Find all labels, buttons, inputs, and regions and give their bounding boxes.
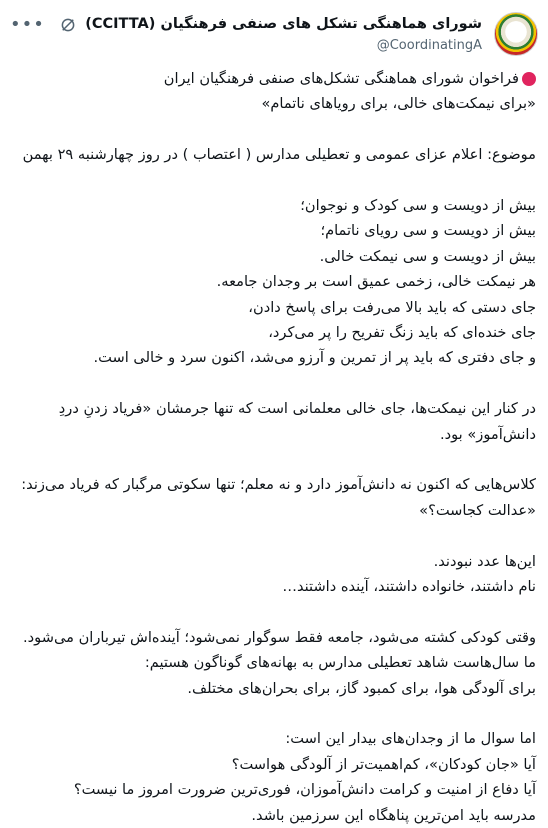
user-handle[interactable]: @CoordinatingA	[376, 38, 482, 53]
tweet-line: آیا دفاع از امنیت و کرامت دانش‌آموزان، فوری‌ترین ضرورت امروز ما نیست؟	[73, 781, 536, 799]
tweet-line: در کنار این نیمکت‌ها، جای خالی معلمانی است که تنها جرمشان «فریاد زدنِ دردِ	[58, 400, 536, 418]
tweet-line: نام داشتند، خانواده داشتند، آینده داشتند…	[282, 578, 536, 596]
tweet-line: هر نیمکت خالی، زخمی عمیق است بر وجدان جامعه.	[216, 273, 536, 291]
tweet-line: جای خنده‌ای که باید زنگ تفریح را پر می‌کرد،	[268, 324, 536, 342]
author-names	[85, 14, 482, 56]
tweet-line: «عدالت کجاست؟»	[419, 501, 536, 519]
tweet-line: اما سوال ما از وجدان‌های بیدار این است:	[285, 730, 536, 748]
avatar[interactable]	[494, 12, 538, 56]
tweet-line: و جای دفتری که باید پر از تمرین و آرزو می‌شد، اکنون سرد و خالی است.	[93, 349, 536, 367]
tweet-line: مدرسه باید امن‌ترین پناهگاه این سرزمین باشد.	[251, 806, 536, 824]
grok-icon[interactable]	[59, 16, 77, 34]
blank-line	[10, 447, 536, 472]
tweet-line: موضوع: اعلام عزای عمومی و تعطیلی مدارس ( اعتصاب ) در روز چهارشنبه ۲۹ بهمن	[22, 146, 536, 164]
tweet-line: ما سال‌هاست شاهد تعطیلی مدارس به بهانه‌های گوناگون هستیم:	[144, 654, 536, 672]
tweet-header	[10, 8, 538, 58]
blank-line	[10, 168, 536, 193]
tweet-line	[10, 66, 536, 91]
header-tools	[10, 16, 77, 34]
tweet-line: کلاس‌هایی که اکنون نه دانش‌آموز دارد و نه معلم؛ تنها سکوتی مرگبار که فریاد می‌زند:	[21, 476, 536, 494]
tweet-line: بیش از دویست و سی کودک و نوجوان؛	[300, 197, 536, 214]
display-name[interactable]: شورای هماهنگی تشکل های صنفی فرهنگیان (CCITTA)	[85, 16, 482, 32]
blank-line	[10, 117, 536, 142]
tweet-line-text: فراخوان شورای هماهنگی تشکل‌های صنفی فرهنگیان ایران	[163, 70, 519, 87]
blank-line	[10, 701, 536, 726]
tweet-line: وقتی کودکی کشته می‌شود، جامعه فقط سوگوار نمی‌شود؛ آینده‌اش تیرباران می‌شود.	[23, 628, 536, 646]
tweet-line: برای آلودگی هوا، برای کمبود گاز، برای بحران‌های مختلف.	[187, 679, 536, 697]
tweet-line: این‌ها عدد نبودند.	[433, 552, 536, 570]
tweet-line: جای دستی که باید بالا می‌رفت برای پاسخ دادن،	[248, 298, 536, 316]
tweet-line: بیش از دویست و سی رویای ناتمام؛	[320, 222, 536, 240]
blank-line	[10, 523, 536, 548]
tweet-line: بیش از دویست و سی نیمکت خالی.	[319, 247, 536, 265]
tweet-text	[10, 66, 536, 828]
red-circle-icon	[522, 72, 536, 86]
blank-line	[10, 599, 536, 624]
tweet-line: آیا «جان کودکان»، کم‌اهمیت‌تر از آلودگی هواست؟	[231, 755, 536, 773]
tweet-line: «برای نیمکت‌های خالی، برای رویاهای ناتمام»	[261, 95, 536, 113]
blank-line	[10, 371, 536, 396]
more-icon[interactable]: •••	[10, 14, 45, 35]
tweet-line: دانش‌آموز» بود.	[440, 425, 536, 443]
